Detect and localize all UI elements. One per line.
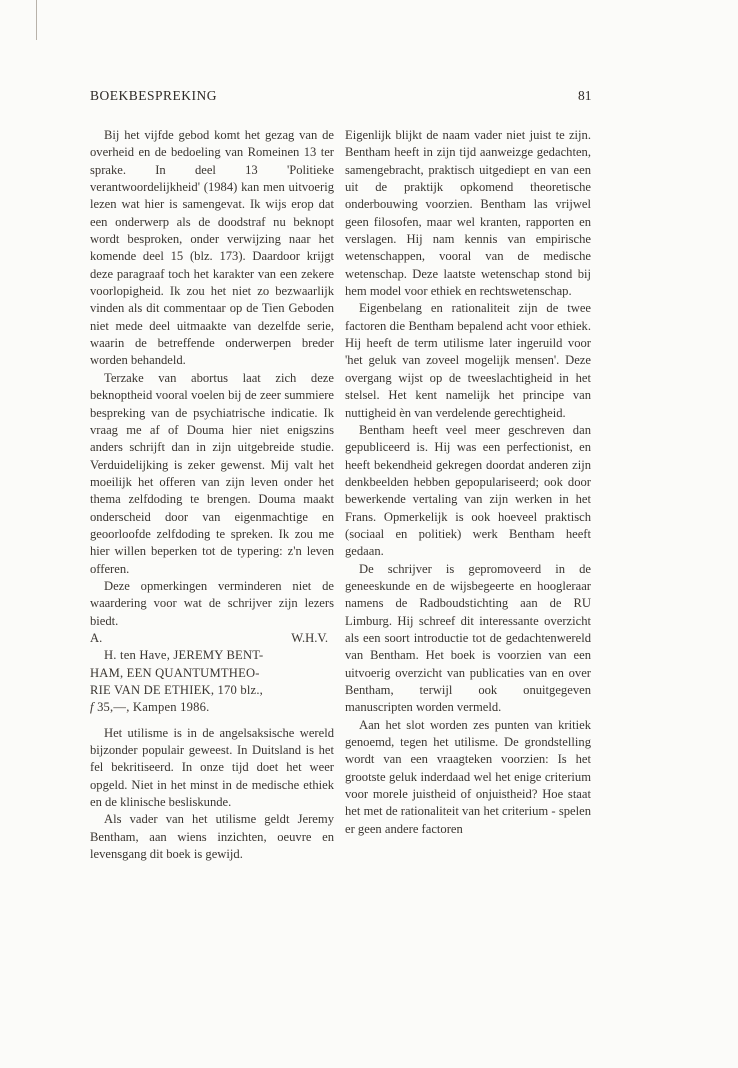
review-heading-line: HAM, EEN QUANTUMTHEO- bbox=[90, 665, 260, 680]
signoff-initial: A. bbox=[90, 630, 103, 645]
paragraph: Terzake van abortus laat zich deze beknoptheid vooral voelen bij de zeer summiere bespreking van de psychiatrische indicatie. Ik vraag me af of Douma hier niet enigszins anders schrijft dan in zijn uitgebreide studie. Verduidelijking is zeker gewenst. Mij valt het moeilijk het offeren van zijn leven onder het thema zelfdoding te brengen. Douma maakt onderscheid door van eigenmachtige en geoorloofde zelfdoding te spreken. Ik zou me hier willen beperken tot de typering: z'n leven offeren. bbox=[90, 370, 334, 576]
review-heading-line: 35,—, Kampen 1986. bbox=[97, 700, 210, 715]
paragraph: Eigenlijk blijkt de naam vader niet juist te zijn. Bentham heeft in zijn tijd aanweizge gedachten, samengebracht, praktisch uitgediept en van een uit de praktijk opkomend theoretische onderbouwing voorzien. Bentham las vrijwel geen filosofen, maar wel kranten, rapporten en verslagen. Hij nam kennis van empirische wetenschappen, vooral van de medische wetenschap. Deze laatste wetenschap stond bij hem model voor ethiek en rechtswetenschap. bbox=[345, 128, 591, 299]
review-heading-line: H. ten Have, JEREMY BENT- bbox=[104, 648, 264, 663]
right-column bbox=[345, 127, 591, 838]
paragraph: Bentham heeft veel meer geschreven dan gepubliceerd is. Hij was een perfectionist, en heeft bekendheid gekregen doordat anderen zijn denkbeelden hebben gepopulariseerd; ook door bewerkende vertaling van zijn werken in het Frans. Opmerkelijk is ook hoeveel praktisch (sociaal en politiek) werk Bentham heeft gedaan. bbox=[345, 422, 591, 559]
left-column bbox=[90, 127, 334, 863]
paragraph: Het utilisme is in de angelsaksische wereld bijzonder populair geweest. In Duitsland is het fel bekritiseerd. In onze tijd doet het weer opgeld. Niet in het minst in de medische ethiek en de klinische besliskunde. bbox=[90, 725, 334, 810]
paragraph: De schrijver is gepromoveerd in de geneeskunde en de wijsbegeerte en hoogleraar namens de Radboudstichting aan de RU Limburg. Hij schreef dit interessante overzicht als een soort introductie tot de gedachtenwereld van Bentham. Het boek is voorzien van een uitvoerig overzicht van publicaties van en over Bentham, terwijl ook onuitgegeven manuscripten worden vermeld. bbox=[345, 561, 591, 715]
reviewer-initials: W.H.V. bbox=[291, 630, 328, 645]
paragraph: Eigenbelang en rationaliteit zijn de twee factoren die Bentham bepalend acht voor ethiek. Hij heeft de term utilisme later ingeruild voor 'het geluk van zoveel mogelijk mensen'. Deze overgang wijst op de tweeslachtigheid in het stelsel. Het kent namelijk het principe van nuttigheid èn van verdelende gerechtigheid. bbox=[345, 301, 591, 420]
review-signoff bbox=[90, 630, 334, 647]
gutter-rule bbox=[36, 0, 37, 40]
running-head: BOEKBESPREKING bbox=[90, 88, 218, 103]
review-heading bbox=[90, 647, 334, 716]
review-heading-line: RIE VAN DE ETHIEK, 170 blz., bbox=[90, 683, 264, 697]
paragraph: Bij het vijfde gebod komt het gezag van de overheid en de bedoeling van Romeinen 13 ter sprake. In deel 13 'Politieke verantwoordelijkheid' (1984) kan men uitvoerig lezen wat hier is samengevat. Ik wijs erop dat een onderwerp als de doodstraf nu beknopt wordt besproken, onder verwijzing naar het komende deel 15 (blz. 173). Daardoor krijgt deze paragraaf toch het karakter van een zekere voorlopigheid. Ik zou het niet zo bezwaarlijk vinden als dit commentaar op de Tien Geboden niet mede deel uitmaakte van dezelfde serie, waarin de betreffende onderwerpen breder worden behandeld. bbox=[90, 128, 334, 368]
page-number: 81 bbox=[578, 88, 592, 103]
paragraph: Aan het slot worden zes punten van kritiek genoemd, tegen het utilisme. De grondstelling wordt van een vraagteken voorzien: Is het grootste geluk inderdaad wel het enige criterium voor morele juistheid of onjuistheid? Hoe staat het met de rationaliteit van het criterium - spelen er geen andere factoren bbox=[345, 717, 591, 836]
paragraph: Als vader van het utilisme geldt Jeremy Bentham, aan wiens inzichten, oeuvre en levensgang dit boek is gewijd. bbox=[90, 812, 334, 862]
price-symbol: f bbox=[90, 700, 94, 715]
paragraph: Deze opmerkingen verminderen niet de waardering voor wat de schrijver zijn lezers biedt. bbox=[90, 578, 334, 628]
